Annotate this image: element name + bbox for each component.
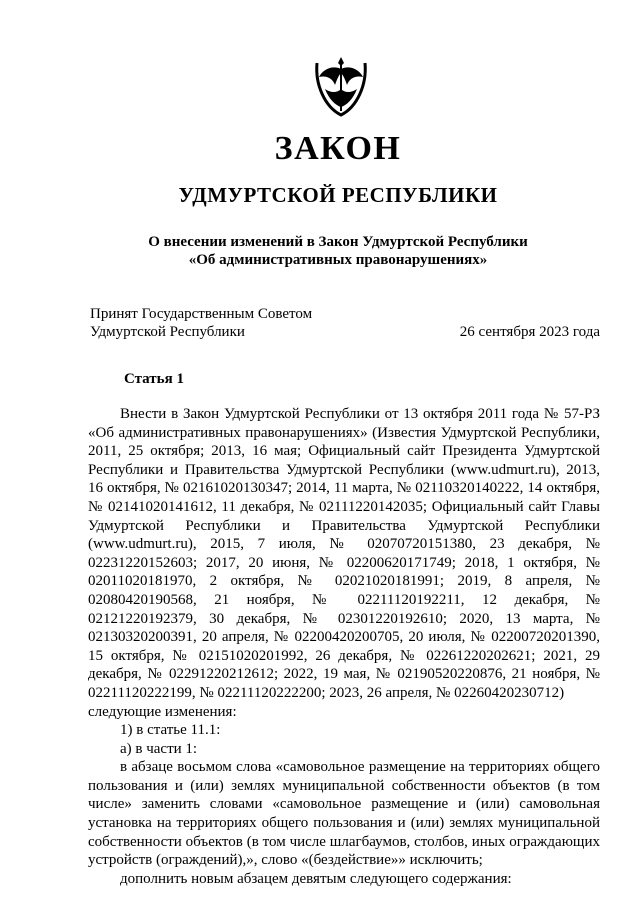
law-title: ЗАКОН bbox=[274, 130, 402, 167]
law-name-line-2: «Об административных правонарушениях» bbox=[188, 252, 488, 268]
paragraph-item-a: а) в части 1: bbox=[120, 740, 198, 757]
paragraph-item-1: 1) в статье 11.1: bbox=[120, 722, 221, 739]
adoption-line-2: Удмуртской Республики bbox=[90, 324, 245, 340]
adoption-date: 26 сентября 2023 года bbox=[459, 324, 600, 340]
coat-of-arms-emblem bbox=[311, 55, 371, 117]
law-name bbox=[18, 233, 640, 269]
article-heading: Статья 1 bbox=[124, 371, 184, 387]
law-subtitle: УДМУРТСКОЙ РЕСПУБЛИКИ bbox=[178, 183, 498, 207]
adoption-statement bbox=[90, 305, 312, 341]
adoption-line-1: Принят Государственным Советом bbox=[90, 306, 313, 322]
paragraph-amendment: в абзаце восьмом слова «самовольное размещение на территориях общего пользования и (или) землях муниципальной собственности объектов (в том числе» заменить словами «самовольное размещение и (или) самовольная установка на территориях общего пользования и (или) землях муниципальной собственности объектов (в том числе шлагбаумов, столбов, иных ограждающих устройств (ограждений),», слово «(бездействие»» исключить; bbox=[88, 759, 600, 869]
article-body bbox=[88, 405, 600, 888]
paragraph-intro: Внести в Закон Удмуртской Республики от 13 октября 2011 года № 57-РЗ «Об административных правонарушениях» (Известия Удмуртской Республики, 2011, 25 октября; 2013, 16 мая; Официальный сайт Президента Удмуртской Республики и Правительства Удмуртской Республики (www.udmurt.ru), 2013, 16 октября, № 02161020130347; 2014, 11 марта, № 02110320140222, 14 октября, № 02141020141612, 11 декабря, № 02111220142035; Официальный сайт Главы Удмуртской Республики и Правительства Удмуртской Республики (www.udmurt.ru), 2015, 7 июля, № 02070720151380, 23 декабря, № 02231220152603; 2017, 20 июня, № 02200620171749; 2018, 1 октября, № 02011020181970, 2 октября, № 02021020181991; 2019, 8 апреля, № 02080420190568, 21 ноября, № 02211120192211, 12 декабря, № 02121220192379, 30 декабря, № 02301220192610; 2020, 13 марта, № 02130320200391, 20 апреля, № 02200420200705, 20 июля, № 02200720201390, 15 октября, № 02151020201992, 26 декабря, № 02261220202621; 2021, 29 декабря, № 02291220212612; 2022, 19 мая, № 02190520220876, 21 ноября, № 02211120222199, № 02211120222200; 2023, 26 апреля, № 02260420230712) bbox=[88, 406, 600, 701]
law-name-line-1: О внесении изменений в Закон Удмуртской Республики bbox=[148, 234, 528, 250]
paragraph-addition: дополнить новым абзацем девятым следующего содержания: bbox=[120, 870, 512, 887]
paragraph-changes: следующие изменения: bbox=[88, 703, 237, 720]
